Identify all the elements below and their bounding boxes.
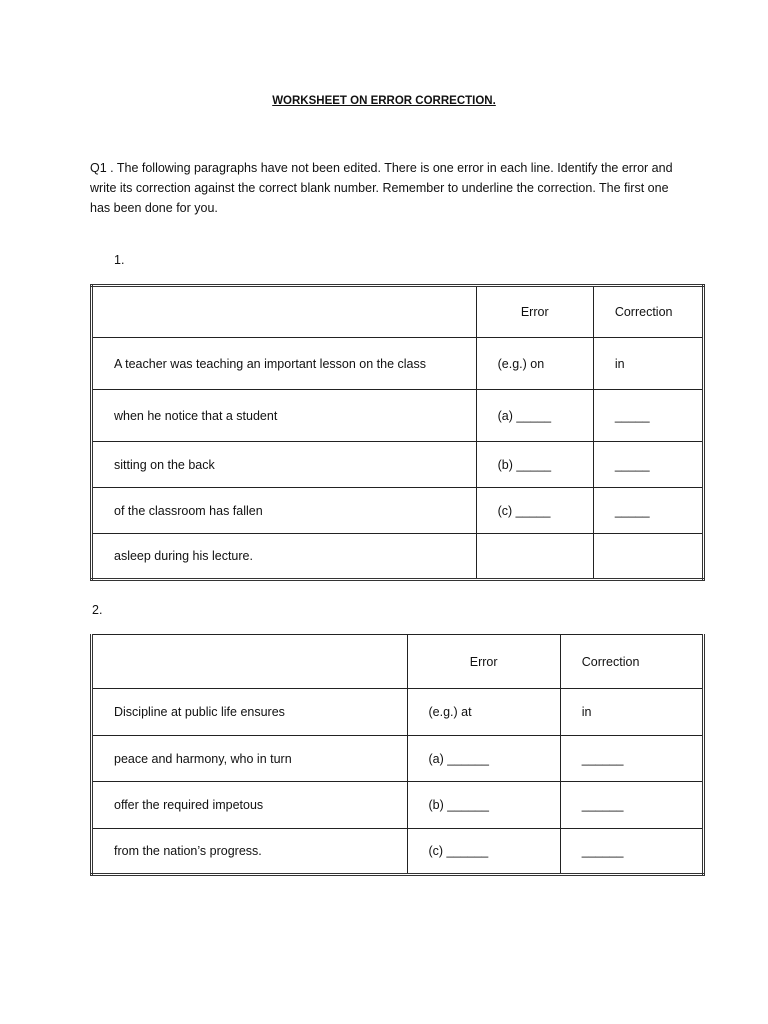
error-cell: (e.g.) on	[476, 338, 593, 390]
correction-blank[interactable]: ______	[560, 782, 703, 829]
error-blank[interactable]: (a) _____	[476, 390, 593, 442]
worksheet-title: WORKSHEET ON ERROR CORRECTION.	[272, 95, 496, 107]
error-blank[interactable]: (c) ______	[407, 829, 560, 875]
sentence-cell: from the nation’s progress.	[92, 829, 408, 875]
sentence-cell: sitting on the back	[92, 442, 477, 488]
table-row	[92, 782, 704, 829]
header-text-cell	[92, 635, 408, 689]
correction-blank[interactable]: _____	[593, 488, 703, 534]
correction-blank[interactable]: _____	[593, 442, 703, 488]
header-correction: Correction	[560, 635, 703, 689]
error-blank[interactable]: (b) ______	[407, 782, 560, 829]
correction-cell	[593, 534, 703, 580]
error-correction-table-2	[90, 634, 705, 876]
header-correction: Correction	[593, 286, 703, 338]
table-row	[92, 488, 704, 534]
correction-blank[interactable]: ______	[560, 829, 703, 875]
table-row	[92, 442, 704, 488]
table-row	[92, 829, 704, 875]
sentence-cell: peace and harmony, who in turn	[92, 736, 408, 782]
error-blank[interactable]: (c) _____	[476, 488, 593, 534]
sentence-cell: of the classroom has fallen	[92, 488, 477, 534]
error-blank[interactable]: (a) ______	[407, 736, 560, 782]
correction-blank[interactable]: ______	[560, 736, 703, 782]
sentence-cell: when he notice that a student	[92, 390, 477, 442]
table-row	[92, 338, 704, 390]
section-2-number: 2.	[92, 603, 103, 617]
error-correction-table-1	[90, 284, 705, 581]
question-instructions: Q1 . The following paragraphs have not been edited. There is one error in each line. Identify the error and write its correction against the correct blank number. Remember to underline the correction. The first one has been done for you.	[90, 161, 673, 215]
sentence-cell: A teacher was teaching an important lesson on the class	[92, 338, 477, 390]
table-row	[92, 689, 704, 736]
correction-cell: in	[560, 689, 703, 736]
header-error: Error	[476, 286, 593, 338]
table-row	[92, 390, 704, 442]
header-text-cell	[92, 286, 477, 338]
table-row	[92, 534, 704, 580]
error-cell: (e.g.) at	[407, 689, 560, 736]
correction-cell: in	[593, 338, 703, 390]
header-error: Error	[407, 635, 560, 689]
section-1-number: 1.	[114, 253, 125, 267]
error-cell	[476, 534, 593, 580]
table-row	[92, 736, 704, 782]
sentence-cell: Discipline at public life ensures	[92, 689, 408, 736]
sentence-cell: offer the required impetous	[92, 782, 408, 829]
correction-blank[interactable]: _____	[593, 390, 703, 442]
sentence-cell: asleep during his lecture.	[92, 534, 477, 580]
error-blank[interactable]: (b) _____	[476, 442, 593, 488]
table-header-row	[92, 286, 704, 338]
table-header-row	[92, 635, 704, 689]
